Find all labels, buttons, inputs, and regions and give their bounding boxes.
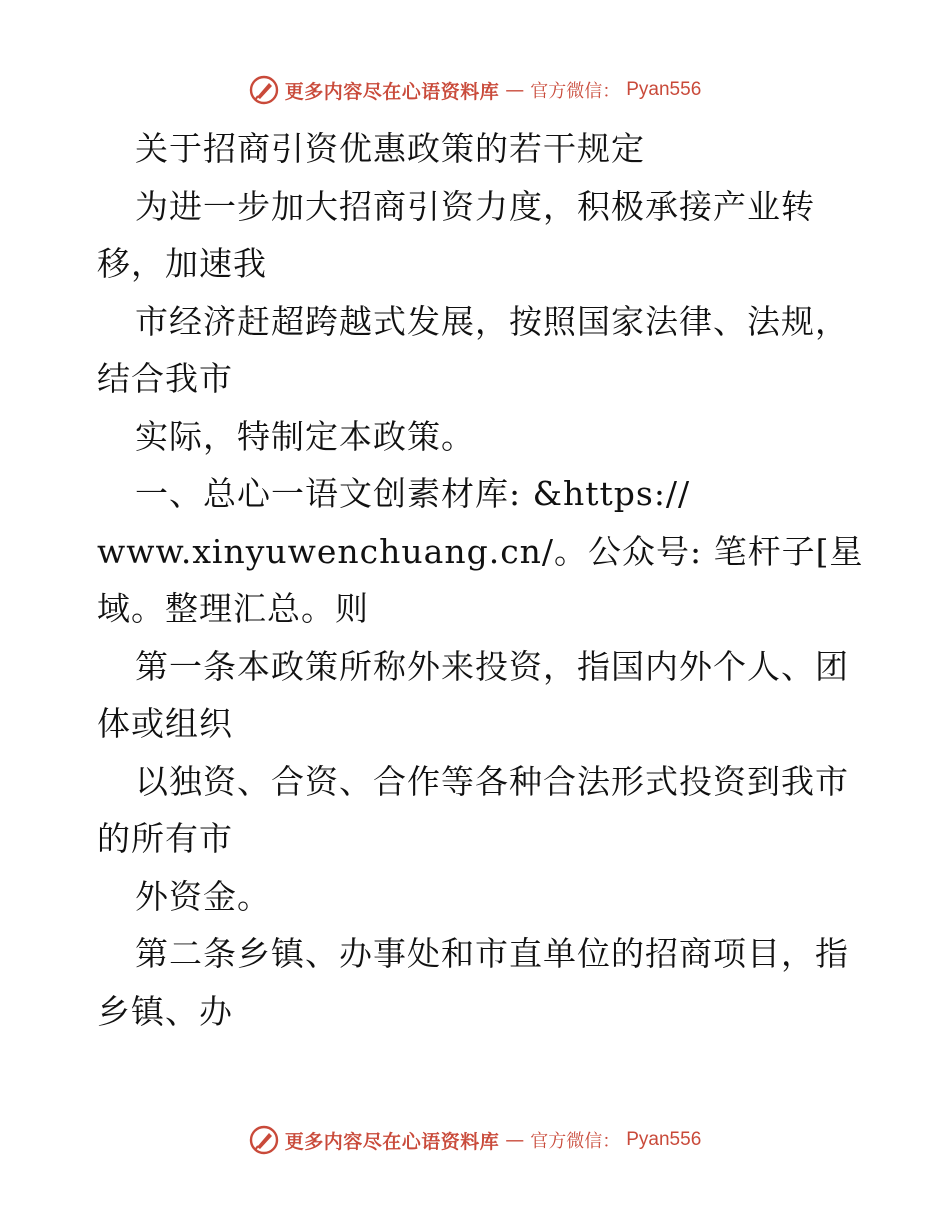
document-body bbox=[97, 120, 864, 1040]
paragraph-line: 移，加速我 bbox=[97, 244, 267, 283]
paragraph-line: 体或组织 bbox=[97, 704, 233, 743]
footer-wechat-label: 官方微信： bbox=[530, 1131, 621, 1152]
footer-separator: — bbox=[505, 1129, 525, 1151]
header-wechat-label: 官方微信： bbox=[530, 81, 621, 102]
paragraph-line: 以独资、合资、合作等各种合法形式投资到我市 bbox=[135, 761, 849, 801]
header-banner bbox=[0, 72, 950, 108]
paragraph-line: 的所有市 bbox=[97, 819, 233, 858]
paragraph-line: 结合我市 bbox=[97, 359, 233, 398]
quill-logo-icon bbox=[249, 1125, 279, 1155]
document-title: 关于招商引资优惠政策的若干规定 bbox=[135, 129, 645, 168]
footer-site-text: 更多内容尽在心语资料库 bbox=[284, 1130, 500, 1153]
paragraph-line: 市经济赶超跨越式发展，按照国家法律、法规， bbox=[135, 301, 849, 341]
header-separator: — bbox=[505, 79, 525, 101]
paragraph-line: 第二条乡镇、办事处和市直单位的招商项目，指 bbox=[135, 934, 849, 973]
paragraph-line: 实际，特制定本政策。 bbox=[135, 416, 475, 456]
paragraph-line: 为进一步加大招商引资力度，积极承接产业转 bbox=[135, 186, 815, 226]
header-site-text: 更多内容尽在心语资料库 bbox=[284, 80, 500, 103]
footer-wechat-id: Pyan556 bbox=[626, 1129, 702, 1150]
paragraph-line: 外资金。 bbox=[135, 876, 271, 916]
paragraph-line: 一、总心一语文创素材库: &https:// bbox=[135, 474, 691, 513]
footer-banner bbox=[0, 1122, 950, 1158]
paragraph-line-url: www.xinyuwenchuang.cn/。公众号: 笔杆子[星 bbox=[97, 531, 864, 571]
quill-logo-icon bbox=[249, 75, 279, 105]
paragraph-line: 域。整理汇总。则 bbox=[97, 589, 369, 628]
header-wechat-id: Pyan556 bbox=[626, 79, 702, 100]
paragraph-line: 第一条本政策所称外来投资，指国内外个人、团 bbox=[135, 646, 849, 686]
paragraph-line: 乡镇、办 bbox=[97, 991, 233, 1031]
